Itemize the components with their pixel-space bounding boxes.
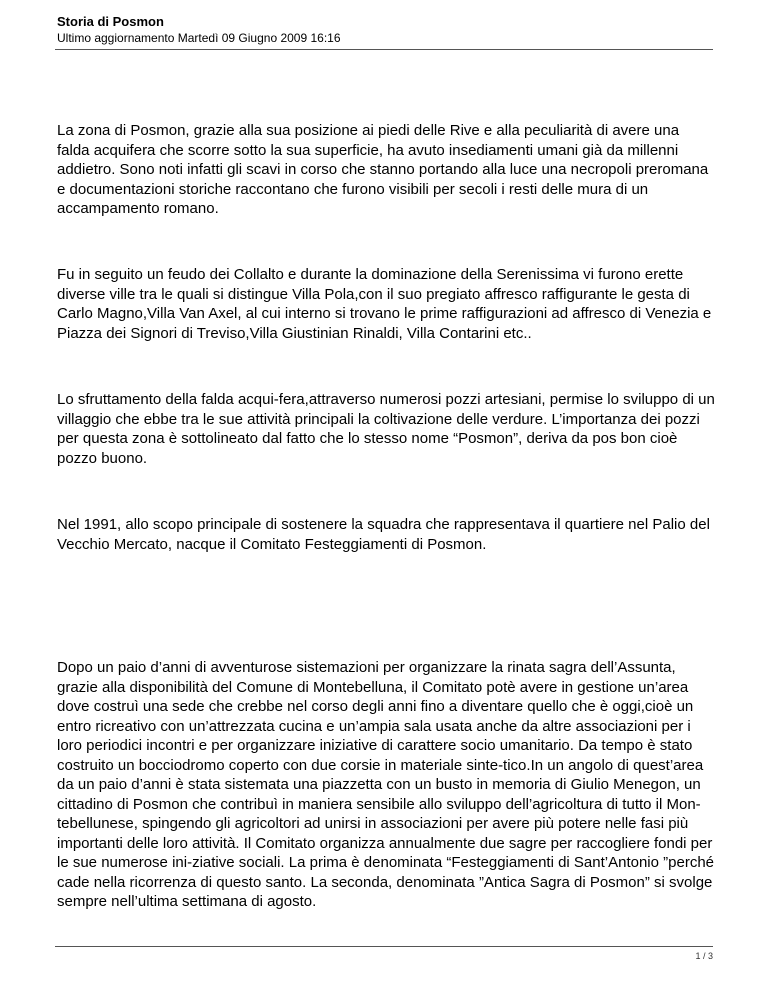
last-updated: Ultimo aggiornamento Martedì 09 Giugno 2009 16:16 — [57, 31, 341, 45]
page-number: 1 / 3 — [695, 951, 713, 961]
page-header — [57, 14, 713, 46]
paragraph-4: Nel 1991, allo scopo principale di sostenere la squadra che rappresentava il quartiere nel Palio del Vecchio Mercato, nacque il Comitato Festeggiamenti di Posmon. — [57, 516, 710, 553]
paragraph-3: Lo sfruttamento della falda acqui-fera,attraverso numerosi pozzi artesiani, permise lo sviluppo di un villaggio che ebbe tra le sue attività principali la coltivazione delle verdure. L’importanza dei pozzi per questa zona è sottolineato dal fatto che lo stesso nome “Posmon”, deriva da pos bon cioè pozzo buono. — [57, 391, 715, 467]
header-divider — [55, 49, 713, 50]
paragraph-1: La zona di Posmon, grazie alla sua posizione ai piedi delle Rive e alla peculiarità di avere una falda acquifera che scorre sotto la sua superficie, ha avuto insediamenti umani già da millenni addietro. Sono noti infatti gli scavi in corso che stanno portando alla luce una necropoli preromana e documentazioni storiche raccontano che furono visibili per secoli i resti delle mura di un accampamento romano. — [57, 122, 709, 217]
document-title: Storia di Posmon — [57, 14, 164, 29]
footer-divider — [55, 946, 713, 947]
paragraph-2: Fu in seguito un feudo dei Collalto e durante la dominazione della Serenissima vi furono erette diverse ville tra le quali si distingue Villa Pola,con il suo pregiato affresco raffigurante le gesta di Carlo Magno,Villa Van Axel, al cui interno si trovano le prime raffigurazioni ad affresco di Venezia e Piazza dei Signori di Treviso,Villa Giustinian Rinaldi, Villa Contarini etc.. — [57, 266, 712, 342]
paragraph-5: Dopo un paio d’anni di avventurose sistemazioni per organizzare la rinata sagra dell’Assunta, grazie alla disponibilità del Comune di Montebelluna, il Comitato potè avere in gestione un’area dove costruì una sede che crebbe nel corso degli anni fino a diventare quello che è oggi,cioè un entro ricreativo con un’attrezzata cucina e un’ampia sala usata anche da altre associazioni per i loro periodici incontri e per organizzare iniziative di carattere socio umanitario. Da tempo è stato costruito un bocciodromo coperto con due corsie in materiale sinte-tico.In un angolo di quest’area da un paio d’anni è stata sistemata una piazzetta con un busto in memoria di Giulio Menegon, un cittadino di Posmon che contribuì in maniera sensibile allo sviluppo dell’agricoltura di tutto il Mon-tebellunese, spingendo gli agricoltori ad unirsi in associazioni per avere più potere nelle fasi più importanti delle loro attività. Il Comitato organizza annualmente due sagre per raccogliere fondi per le sue numerose ini-ziative sociali. La prima è denominata “Festeggiamenti di Sant’Antonio ”perché cade nella ricorrenza di questo santo. La seconda, denominata ”Antica Sagra di Posmon” si svolge sempre nell’ultima settimana di agosto. — [57, 659, 715, 910]
